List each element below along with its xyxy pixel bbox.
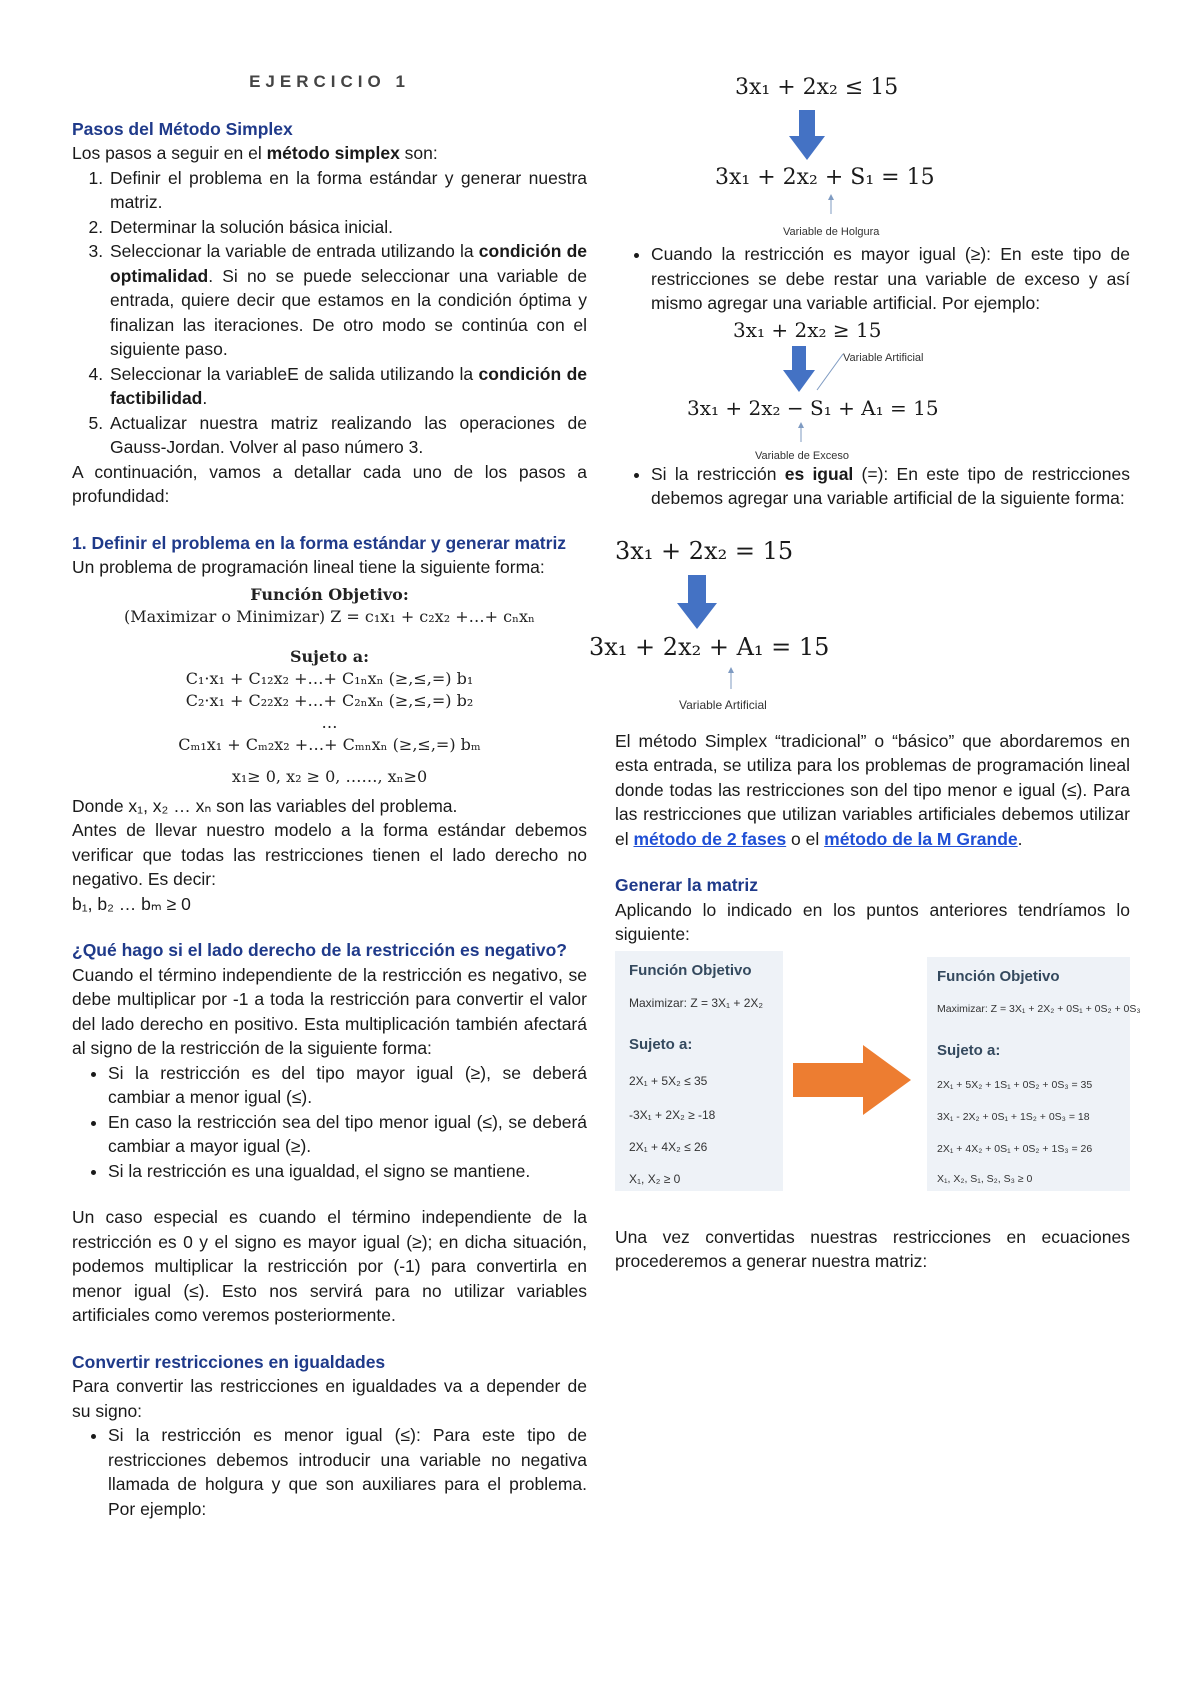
steps-list [72, 166, 587, 460]
panel-standard-st-title: Sujeto a: [937, 1041, 1001, 1059]
ge-item: • Cuando la restricción es mayor igual (≥): En este tipo de restricciones se debe restar una variable de exceso y así mismo agregar una variable artificial. Por ejemplo: [651, 242, 1130, 316]
negativo-text: Cuando el término independiente de la restricción es negativo, se debe multiplicar por -1 a toda la restricción para convertir el valor del lado derecho en positivo. Esta multiplicación también afectará al signo de la restricción de la siguiente forma: [72, 964, 587, 1058]
eq2-label-artificial: Variable Artificial [843, 351, 924, 364]
eq-item: • Si la restricción es igual (=): En este tipo de restricciones debemos agregar una variable artificial de la siguiente forma: [651, 462, 1130, 511]
intro-text: Los pasos a seguir en el método simplex son: [72, 143, 438, 163]
model-fo-title: Función Objetivo: [250, 584, 409, 604]
heading-generar: Generar la matriz [615, 875, 758, 895]
step-5: 5. Actualizar nuestra matriz realizando las operaciones de Gauss-Jordan. Volver al paso número 3. [108, 411, 587, 460]
antes-text: Antes de llevar nuestro modelo a la forma estándar debemos verificar que todas las restricciones tienen el lado derecho no negativo. Es decir: [72, 820, 587, 889]
especial-text: Un caso especial es cuando el término independiente de la restricción es 0 y el signo es mayor igual (≥); en dicha situación, podemos multiplicar la restricción por (-1) para convertirla en menor igual (≤). Esto nos servirá para no utilizar variables artificiales como veremos posteriormente. [72, 1207, 587, 1325]
panel-standard-c2: 3X₁ - 2X₂ + 0S₁ + 1S₂ + 0S₃ = 18 [937, 1110, 1090, 1123]
panel-original-c4: X₁, X₂ ≥ 0 [629, 1171, 681, 1186]
metodo-text: El método Simplex “tradicional” o “básico” que abordaremos en esta entrada, se utiliza para los problemas de programación lineal donde todas las restricciones son del tipo menor e igual (≤). Para las restricciones que utilizan variables artificiales debemos utilizar el método de 2 fases o el método de la M Grande. [615, 730, 1130, 849]
panel-original-fo-title: Función Objetivo [629, 961, 752, 979]
model-r3: Cₘ₁x₁ + Cₘ₂x₂ +…+ Cₘₙxₙ (≥,≤,=) bₘ [178, 734, 481, 754]
model-r2: C₂·x₁ + C₂₂x₂ +…+ C₂ₙxₙ (≥,≤,=) b₂ [185, 690, 474, 710]
model-st-title: Sujeto a: [289, 646, 370, 666]
panel-original-c3: 2X₁ + 4X₂ ≤ 26 [629, 1139, 708, 1154]
donde-text: Donde x₁, x₂ … xₙ son las variables del problema. [72, 795, 458, 816]
eq2-label-exceso: Variable de Exceso [755, 449, 849, 462]
negativo-item: • En caso la restricción sea del tipo menor igual (≤), se deberá cambiar a mayor igual (≥). [108, 1110, 587, 1159]
convertir-list [72, 1423, 587, 1521]
link-dos-fases[interactable]: método de 2 fases [633, 828, 787, 849]
convertir-item: • Si la restricción es menor igual (≤): Para este tipo de restricciones debemos introducir una variable no negativa llamada de holgura y que son auxiliares para el problema. Por ejemplo: [108, 1423, 587, 1521]
panel-standard-fo-title: Función Objetivo [937, 967, 1060, 985]
eq2-top: 3x₁ + 2x₂ ≥ 15 [733, 317, 882, 342]
eq1-label: Variable de Holgura [783, 226, 880, 238]
after-steps-text: A continuación, vamos a detallar cada uno de los pasos a profundidad: [72, 461, 587, 506]
negativo-list [72, 1061, 587, 1184]
eq1-top: 3x₁ + 2x₂ ≤ 15 [735, 75, 899, 100]
eq-list [615, 462, 1130, 511]
eq3-label: Variable Artificial [679, 697, 767, 712]
convertir-text: Para convertir las restricciones en igualdades va a depender de su signo: [72, 1376, 587, 1421]
b-nonneg: b₁, b₂ … bₘ ≥ 0 [72, 893, 191, 914]
pointer-arrow-icon [797, 422, 805, 444]
step-2: 2. Determinar la solución básica inicial. [108, 215, 587, 240]
eq3-bottom: 3x₁ + 2x₂ + A₁ = 15 [589, 632, 830, 661]
heading-pasos: Pasos del Método Simplex [72, 118, 293, 139]
panel-original-c2: -3X₁ + 2X₂ ≥ -18 [629, 1107, 716, 1122]
pointer-arrow-icon [727, 667, 735, 691]
step-3: 3. Seleccionar la variable de entrada utilizando la condición de optimalidad. Si no se puede seleccionar una variable de entrada, quiere decir que estamos en la condición óptima y finalizan las iteraciones. De otro modo se continúa con el siguiente paso. [108, 239, 587, 362]
panel-original [615, 951, 783, 1191]
heading-definir: 1. Definir el problema en la forma estándar y generar matriz [72, 532, 567, 553]
heading-convertir: Convertir restricciones en igualdades [72, 1351, 386, 1372]
panel-standard-c3: 2X₁ + 4X₂ + 0S₁ + 0S₂ + 1S₃ = 26 [937, 1142, 1093, 1155]
right-column [589, 70, 1141, 1274]
eq-block-exceso [615, 316, 1130, 462]
step-1: 1. Definir el problema en la forma estándar y generar nuestra matriz. [108, 166, 587, 215]
model-block [72, 584, 587, 788]
panel-standard-c4: X₁, X₂, S₁, S₂, S₃ ≥ 0 [937, 1172, 1033, 1185]
down-arrow-icon [787, 110, 827, 162]
eq2-bottom: 3x₁ + 2x₂ − S₁ + A₁ = 15 [687, 395, 939, 420]
panel-standard-c1: 2X₁ + 5X₂ + 1S₁ + 0S₂ + 0S₃ = 35 [937, 1078, 1093, 1091]
model-nonneg: x₁≥ 0, x₂ ≥ 0, ……, xₙ≥0 [231, 766, 428, 786]
right-arrow-icon [793, 1045, 913, 1115]
matrix-conversion-figure [615, 951, 1141, 1203]
left-column [72, 70, 587, 1521]
panel-original-c1: 2X₁ + 5X₂ ≤ 35 [629, 1073, 708, 1088]
eq3-top: 3x₁ + 2x₂ = 15 [615, 536, 794, 565]
model-dots: … [321, 712, 338, 732]
panel-original-st-title: Sujeto a: [629, 1035, 693, 1053]
panel-standard-fo: Maximizar: Z = 3X₁ + 2X₂ + 0S₁ + 0S₂ + 0S₃ [937, 1002, 1141, 1015]
panel-original-fo: Maximizar: Z = 3X₁ + 2X₂ [629, 995, 764, 1010]
negativo-item: • Si la restricción es del tipo mayor igual (≥), se deberá cambiar a menor igual (≤). [108, 1061, 587, 1110]
eq-block-artificial [589, 511, 1130, 729]
eq-block-holgura [615, 70, 1130, 242]
model-fo: (Maximizar o Minimizar) Z = c₁x₁ + c₂x₂ +…+ cₙxₙ [124, 606, 535, 626]
down-arrow-icon [781, 346, 817, 394]
pointer-arrow-icon [827, 194, 835, 216]
generar-text: Aplicando lo indicado en los puntos anteriores tendríamos lo siguiente: [615, 899, 1130, 944]
model-r1: C₁·x₁ + C₁₂x₂ +…+ C₁ₙxₙ (≥,≤,=) b₁ [185, 668, 474, 688]
negativo-item: • Si la restricción es una igualdad, el signo se mantiene. [108, 1159, 587, 1184]
step-4: 4. Seleccionar la variableE de salida utilizando la condición de factibilidad. [108, 362, 587, 411]
final-text: Una vez convertidas nuestras restricciones en ecuaciones procederemos a generar nuestra matriz: [615, 1226, 1130, 1271]
link-m-grande[interactable]: método de la M Grande [824, 828, 1018, 849]
pointer-arrow-icon [815, 352, 845, 392]
heading-negativo: ¿Qué hago si el lado derecho de la restricción es negativo? [72, 940, 567, 960]
definir-text: Un problema de programación lineal tiene la siguiente forma: [72, 557, 545, 577]
panel-standard [927, 957, 1141, 1191]
down-arrow-icon [675, 575, 719, 631]
ge-list [615, 242, 1130, 316]
eq1-bottom: 3x₁ + 2x₂ + S₁ = 15 [715, 165, 935, 190]
page-title: EJERCICIO 1 [249, 72, 410, 91]
